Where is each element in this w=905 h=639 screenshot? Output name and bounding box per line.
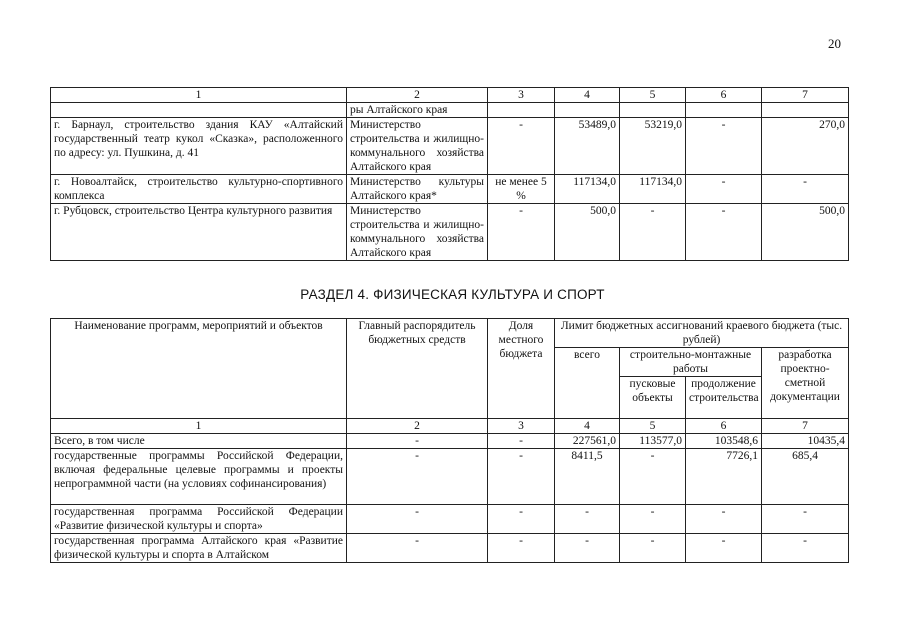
- header-manager: Главный распорядитель бюджетных средств: [347, 319, 488, 419]
- column-number: 5: [620, 88, 686, 103]
- table-row: [51, 434, 849, 449]
- share-cell: -: [488, 449, 555, 505]
- header-share: Доля местного бюджета: [488, 319, 555, 419]
- column-number: 6: [686, 419, 762, 434]
- column-number: 5: [620, 419, 686, 434]
- table-cell: [488, 103, 555, 118]
- table-cell: [555, 103, 620, 118]
- column-number: 4: [555, 419, 620, 434]
- table-row: [51, 118, 849, 175]
- table-cell: ры Алтайского края: [347, 103, 488, 118]
- column-number: 1: [51, 419, 347, 434]
- launch-cell: -: [620, 449, 686, 505]
- table-cell: [51, 103, 347, 118]
- manager-cell: Министерство строительства и жилищно-коммунального хозяйства Алтайского края: [347, 118, 488, 175]
- object-name-cell: г. Рубцовск, строительство Центра культурного развития: [51, 204, 347, 261]
- launch-cell: 117134,0: [620, 175, 686, 204]
- object-name-cell: Всего, в том числе: [51, 434, 347, 449]
- header-launch: пусковые объекты: [620, 377, 686, 419]
- continuing-cell: 7726,1: [686, 449, 762, 505]
- header-continuing: продолжение строительства: [686, 377, 762, 419]
- share-cell: -: [488, 505, 555, 534]
- table-row: [51, 449, 849, 505]
- design-cell: 685,4: [762, 449, 849, 505]
- continuing-cell: 103548,6: [686, 434, 762, 449]
- bottom-table: [50, 318, 849, 563]
- continuing-cell: -: [686, 204, 762, 261]
- header-total: всего: [555, 348, 620, 419]
- total-cell: 53489,0: [555, 118, 620, 175]
- column-number: 2: [347, 88, 488, 103]
- table-cell: [620, 103, 686, 118]
- column-number: 3: [488, 88, 555, 103]
- design-cell: -: [762, 505, 849, 534]
- design-cell: 500,0: [762, 204, 849, 261]
- total-cell: 227561,0: [555, 434, 620, 449]
- design-cell: 270,0: [762, 118, 849, 175]
- top-table: [50, 87, 849, 261]
- total-cell: 500,0: [555, 204, 620, 261]
- total-cell: 8411,5: [555, 449, 620, 505]
- design-cell: -: [762, 175, 849, 204]
- column-number: 6: [686, 88, 762, 103]
- section-title: РАЗДЕЛ 4. ФИЗИЧЕСКАЯ КУЛЬТУРА И СПОРТ: [300, 287, 605, 302]
- design-cell: 10435,4: [762, 434, 849, 449]
- header-name: Наименование программ, мероприятий и объектов: [51, 319, 347, 419]
- share-cell: -: [488, 118, 555, 175]
- total-cell: -: [555, 505, 620, 534]
- header-design: разработка проектно-сметной документации: [762, 348, 849, 419]
- table-header-row: [51, 88, 849, 103]
- share-cell: -: [488, 204, 555, 261]
- launch-cell: -: [620, 505, 686, 534]
- object-name-cell: г. Барнаул, строительство здания КАУ «Алтайский государственный театр кукол «Сказка», расположенного по адресу: ул. Пушкина, д. 41: [51, 118, 347, 175]
- continuing-cell: -: [686, 505, 762, 534]
- table-row: [51, 505, 849, 534]
- column-number: 4: [555, 88, 620, 103]
- launch-cell: -: [620, 534, 686, 563]
- column-number: 2: [347, 419, 488, 434]
- continuing-cell: -: [686, 175, 762, 204]
- share-cell: не менее 5 %: [488, 175, 555, 204]
- table-row: [51, 534, 849, 563]
- table-cell: [686, 103, 762, 118]
- share-cell: -: [488, 434, 555, 449]
- table-header-row: [51, 319, 849, 348]
- page-number: 20: [828, 36, 841, 51]
- header-construction: строительно-монтажные работы: [620, 348, 762, 377]
- column-number: 7: [762, 88, 849, 103]
- continuing-cell: -: [686, 118, 762, 175]
- object-name-cell: государственные программы Российской Федерации, включая федеральные целевые программы и проекты непрограммной части (на условиях софинансирования): [51, 449, 347, 505]
- total-cell: -: [555, 534, 620, 563]
- header-limit: Лимит бюджетных ассигнований краевого бюджета (тыс. рублей): [555, 319, 849, 348]
- manager-cell: Министерство строительства и жилищно-коммунального хозяйства Алтайского края: [347, 204, 488, 261]
- object-name-cell: государственная программа Алтайского края «Развитие физической культуры и спорта в Алтайском: [51, 534, 347, 563]
- launch-cell: -: [620, 204, 686, 261]
- table-row: [51, 103, 849, 118]
- table-row: [51, 175, 849, 204]
- column-number: 3: [488, 419, 555, 434]
- manager-cell: -: [347, 534, 488, 563]
- launch-cell: 53219,0: [620, 118, 686, 175]
- launch-cell: 113577,0: [620, 434, 686, 449]
- table-cell: [762, 103, 849, 118]
- manager-cell: -: [347, 434, 488, 449]
- manager-cell: -: [347, 449, 488, 505]
- object-name-cell: государственная программа Российской Федерации «Развитие физической культуры и спорта»: [51, 505, 347, 534]
- column-number: 7: [762, 419, 849, 434]
- design-cell: -: [762, 534, 849, 563]
- object-name-cell: г. Новоалтайск, строительство культурно-спортивного комплекса: [51, 175, 347, 204]
- continuing-cell: -: [686, 534, 762, 563]
- table-row: [51, 204, 849, 261]
- table-header-row: [51, 419, 849, 434]
- total-cell: 117134,0: [555, 175, 620, 204]
- manager-cell: Министерство культуры Алтайского края*: [347, 175, 488, 204]
- share-cell: -: [488, 534, 555, 563]
- column-number: 1: [51, 88, 347, 103]
- manager-cell: -: [347, 505, 488, 534]
